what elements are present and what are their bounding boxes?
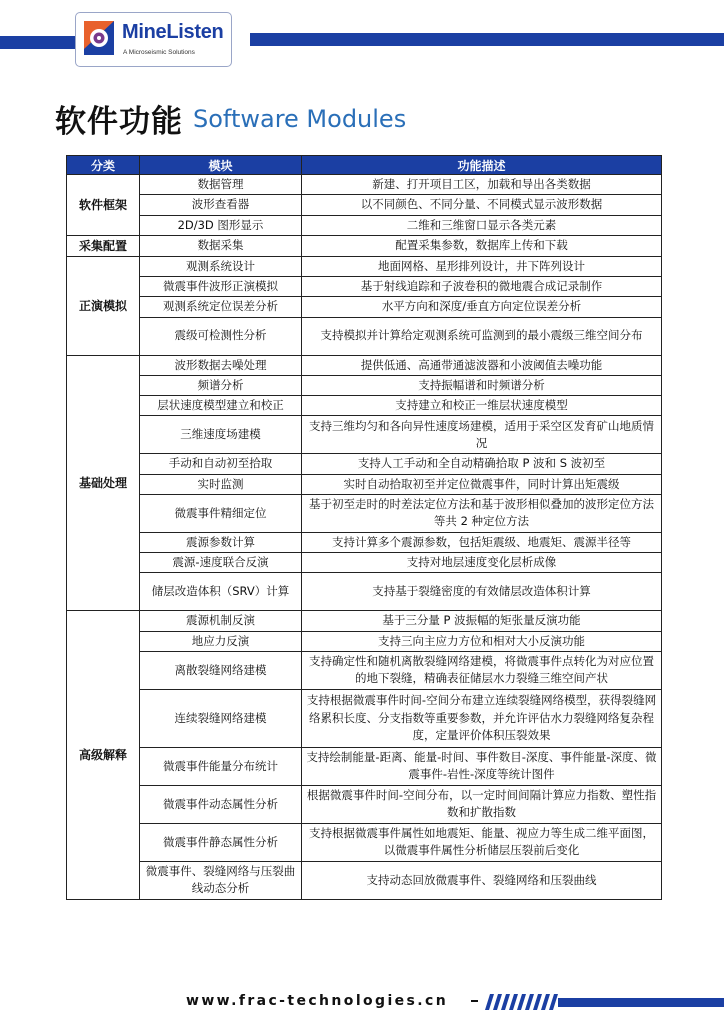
table-row <box>67 355 662 375</box>
module-cell: 观测系统定位误差分析 <box>140 297 302 317</box>
module-cell: 微震事件能量分布统计 <box>140 747 302 785</box>
table-row <box>67 297 662 317</box>
description-cell: 支持确定性和随机离散裂缝网络建模，将微震事件点转化为对应位置的地下裂缝，精确表征储层水力裂缝三维空间产状 <box>302 651 662 689</box>
header-bar-left <box>0 36 78 49</box>
description-cell: 支持三维均匀和各向异性速度场建模，适用于采空区发育矿山地质情况 <box>302 416 662 454</box>
description-cell: 地面网格、星形排列设计，井下阵列设计 <box>302 256 662 276</box>
table-row <box>67 317 662 355</box>
description-cell: 配置采集参数，数据库上传和下载 <box>302 235 662 256</box>
module-cell: 震源机制反演 <box>140 611 302 631</box>
module-cell: 震级可检测性分析 <box>140 317 302 355</box>
table-body <box>67 175 662 900</box>
module-cell: 观测系统设计 <box>140 256 302 276</box>
module-cell: 波形查看器 <box>140 195 302 215</box>
table-row <box>67 215 662 235</box>
description-cell: 支持绘制能量-距离、能量-时间、事件数目-深度、事件能量-深度、微震事件-岩性-深度等统计图件 <box>302 747 662 785</box>
module-cell: 震源参数计算 <box>140 532 302 552</box>
description-cell: 提供低通、高通带通滤波器和小波阈值去噪功能 <box>302 355 662 375</box>
module-cell: 微震事件静态属性分析 <box>140 823 302 861</box>
module-cell: 数据管理 <box>140 175 302 195</box>
footer-stripes-decoration <box>485 994 724 1010</box>
description-cell: 支持动态回放微震事件、裂缝网络和压裂曲线 <box>302 861 662 899</box>
table-row <box>67 689 662 747</box>
module-cell: 频谱分析 <box>140 375 302 395</box>
table-row <box>67 553 662 573</box>
description-cell: 支持三向主应力方位和相对大小反演功能 <box>302 631 662 651</box>
description-cell: 支持振幅谱和时频谱分析 <box>302 375 662 395</box>
description-cell: 支持人工手动和全自动精确拾取 P 波和 S 波初至 <box>302 454 662 474</box>
table-row <box>67 175 662 195</box>
module-cell: 微震事件、裂缝网络与压裂曲线动态分析 <box>140 861 302 899</box>
footer-divider <box>471 1000 478 1002</box>
table-header-row <box>67 156 662 175</box>
description-cell: 支持对地层速度变化层析成像 <box>302 553 662 573</box>
module-cell: 微震事件动态属性分析 <box>140 785 302 823</box>
table-row <box>67 747 662 785</box>
description-cell: 实时自动拾取初至并定位微震事件，同时计算出矩震级 <box>302 474 662 494</box>
table-row <box>67 861 662 899</box>
description-cell: 水平方向和深度/垂直方向定位误差分析 <box>302 297 662 317</box>
table-row <box>67 375 662 395</box>
table-row <box>67 277 662 297</box>
module-cell: 三维速度场建模 <box>140 416 302 454</box>
description-cell: 基于三分量 P 波振幅的矩张量反演功能 <box>302 611 662 631</box>
header-bar-right <box>250 33 724 46</box>
page-title-cn: 软件功能 <box>55 104 183 140</box>
description-cell: 根据微震事件时间-空间分布，以一定时间间隔计算应力指数、塑性指数和扩散指数 <box>302 785 662 823</box>
module-cell: 微震事件波形正演模拟 <box>140 277 302 297</box>
table-row <box>67 631 662 651</box>
table-row <box>67 235 662 256</box>
category-cell: 采集配置 <box>67 235 140 256</box>
table-row <box>67 256 662 276</box>
description-cell: 支持模拟并计算给定观测系统可监测到的最小震级三维空间分布 <box>302 317 662 355</box>
table-row <box>67 416 662 454</box>
module-cell: 实时监测 <box>140 474 302 494</box>
module-cell: 2D/3D 图形显示 <box>140 215 302 235</box>
table-row <box>67 494 662 532</box>
description-cell: 基于射线追踪和子波卷积的微地震合成记录制作 <box>302 277 662 297</box>
category-cell: 高级解释 <box>67 611 140 900</box>
modules-table <box>66 155 662 900</box>
table-row <box>67 823 662 861</box>
table-row <box>67 651 662 689</box>
header-module: 模块 <box>140 156 302 175</box>
module-cell: 地应力反演 <box>140 631 302 651</box>
header-category: 分类 <box>67 156 140 175</box>
table-row <box>67 474 662 494</box>
table-row <box>67 532 662 552</box>
module-cell: 波形数据去噪处理 <box>140 355 302 375</box>
table-row <box>67 785 662 823</box>
table-row <box>67 573 662 611</box>
module-cell: 离散裂缝网络建模 <box>140 651 302 689</box>
description-cell: 支持根据微震事件属性如地震矩、能量、视应力等生成二维平面图，以微震事件属性分析储层压裂前后变化 <box>302 823 662 861</box>
module-cell: 连续裂缝网络建模 <box>140 689 302 747</box>
module-cell: 储层改造体积（SRV）计算 <box>140 573 302 611</box>
module-cell: 微震事件精细定位 <box>140 494 302 532</box>
category-cell: 基础处理 <box>67 355 140 611</box>
table-row <box>67 454 662 474</box>
module-cell: 数据采集 <box>140 235 302 256</box>
table-row <box>67 611 662 631</box>
description-cell: 新建、打开项目工区，加载和导出各类数据 <box>302 175 662 195</box>
description-cell: 支持建立和校正一维层状速度模型 <box>302 396 662 416</box>
brand-tagline: A Microseismic Solutions <box>123 49 195 56</box>
module-cell: 震源-速度联合反演 <box>140 553 302 573</box>
description-cell: 以不同颜色、不同分量、不同模式显示波形数据 <box>302 195 662 215</box>
description-cell: 支持根据微震事件时间-空间分布建立连续裂缝网络模型，获得裂缝网络累积长度、分支指数等重要参数，并允许评估水力裂缝网络复杂程度，定量评价体积压裂效果 <box>302 689 662 747</box>
brand-name: MineListen <box>122 21 224 43</box>
description-cell: 二维和三维窗口显示各类元素 <box>302 215 662 235</box>
table-row <box>67 396 662 416</box>
page-title <box>55 96 406 141</box>
category-cell: 软件框架 <box>67 175 140 236</box>
page-title-en: Software Modules <box>193 104 407 133</box>
module-cell: 层状速度模型建立和校正 <box>140 396 302 416</box>
description-cell: 支持计算多个震源参数，包括矩震级、地震矩、震源半径等 <box>302 532 662 552</box>
description-cell: 基于初至走时的时差法定位方法和基于波形相似叠加的波形定位方法等共 2 种定位方法 <box>302 494 662 532</box>
header-description: 功能描述 <box>302 156 662 175</box>
brand-logo <box>75 12 232 67</box>
description-cell: 支持基于裂缝密度的有效储层改造体积计算 <box>302 573 662 611</box>
table-row <box>67 195 662 215</box>
logo-mark-icon <box>82 19 116 57</box>
category-cell: 正演模拟 <box>67 256 140 355</box>
module-cell: 手动和自动初至拾取 <box>140 454 302 474</box>
footer-url: www.frac-technologies.cn <box>186 993 449 1009</box>
